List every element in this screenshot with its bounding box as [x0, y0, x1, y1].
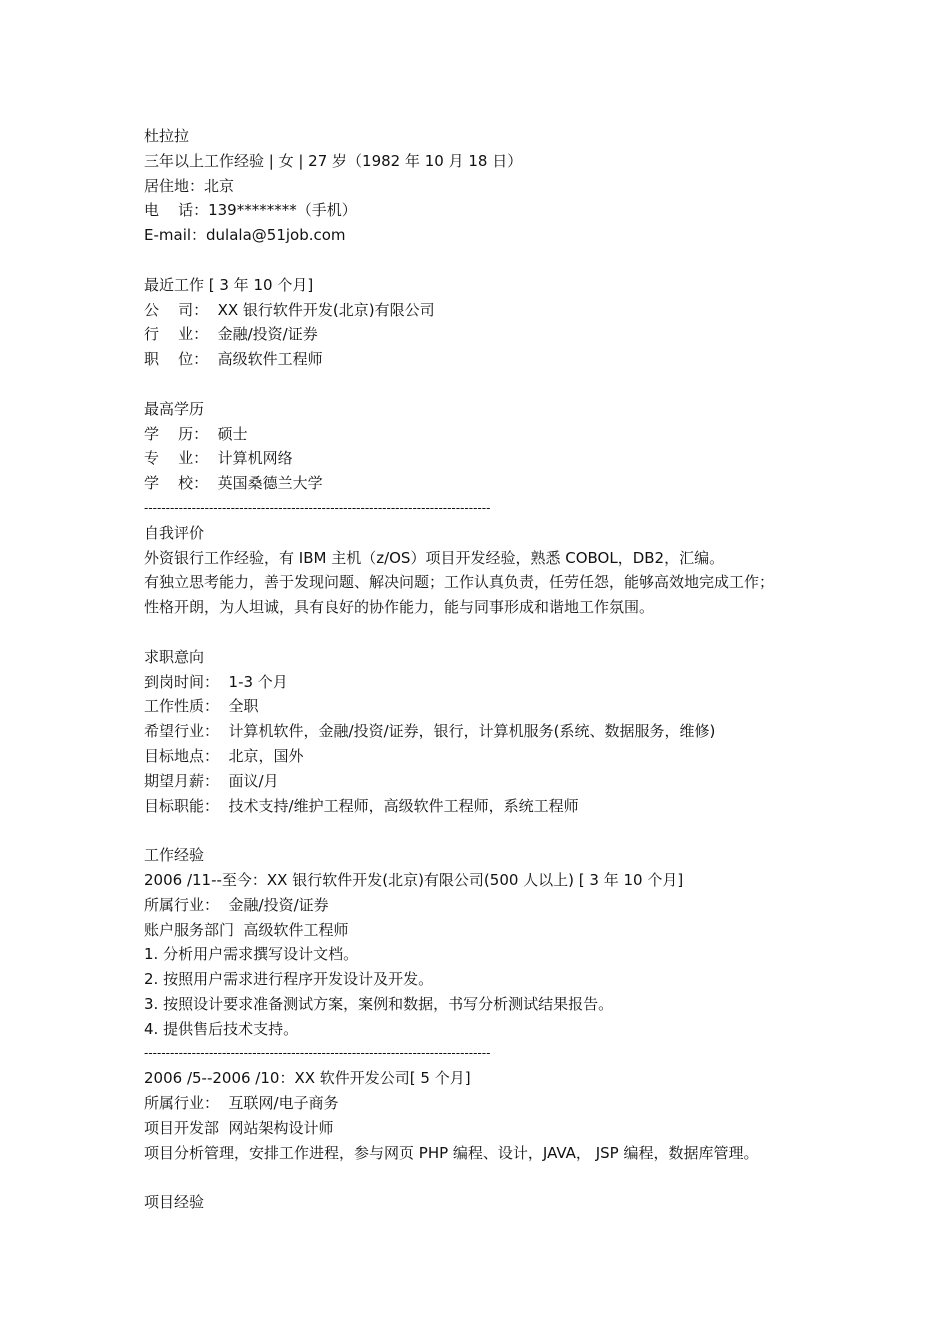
- work-experience-heading: 工作经验: [144, 846, 205, 865]
- education-degree: 学 历： 硕士: [144, 424, 248, 443]
- job-intention-item: 目标地点： 北京，国外: [144, 746, 304, 765]
- job1-industry: 所属行业： 金融/投资/证券: [144, 895, 329, 914]
- self-evaluation-line: 外资银行工作经验，有 IBM 主机（z/OS）项目开发经验，熟悉 COBOL，DB2，汇编。: [144, 548, 725, 567]
- job2-period: 2006 /5--2006 /10：XX 软件开发公司[ 5 个月]: [144, 1069, 471, 1088]
- education-major: 专 业： 计算机网络: [144, 449, 293, 468]
- resume-document: [144, 124, 844, 1215]
- job-intention-item: 目标职能： 技术支持/维护工程师，高级软件工程师，系统工程师: [144, 796, 579, 815]
- spacer: [144, 248, 844, 273]
- section-separator: --------------------------------------------------------------------------------: [144, 1046, 491, 1061]
- job1-duty: 3. 按照设计要求准备测试方案，案例和数据，书写分析测试结果报告。: [144, 994, 614, 1013]
- job-intention-item: 期望月薪： 面议/月: [144, 771, 279, 790]
- job1-department: 账户服务部门 高级软件工程师: [144, 920, 349, 939]
- job-intention-item: 希望行业： 计算机软件，金融/投资/证券，银行，计算机服务(系统、数据服务，维修): [144, 722, 716, 741]
- spacer: [144, 818, 844, 843]
- job-intention-item: 工作性质： 全职: [144, 697, 259, 716]
- self-evaluation-line: 有独立思考能力，善于发现问题、解决问题；工作认真负责，任劳任怨，能够高效地完成工作；: [144, 573, 775, 592]
- candidate-name: 杜拉拉: [144, 127, 190, 145]
- job1-period: 2006 /11--至今：XX 银行软件开发(北京)有限公司(500 人以上) [ 3 年 10 个月]: [144, 870, 684, 889]
- self-evaluation-line: 性格开朗，为人坦诚，具有良好的协作能力，能与同事形成和谐地工作氛围。: [144, 598, 655, 617]
- spacer: [144, 620, 844, 645]
- email: E-mail：dulala@51job.com: [144, 226, 346, 245]
- education-school: 学 校： 英国桑德兰大学: [144, 474, 323, 493]
- spacer: [144, 1165, 844, 1190]
- recent-work-industry: 行 业： 金融/投资/证券: [144, 325, 318, 344]
- job1-duty: 4. 提供售后技术支持。: [144, 1019, 299, 1038]
- section-separator: --------------------------------------------------------------------------------: [144, 500, 491, 515]
- recent-work-company: 公 司： XX 银行软件开发(北京)有限公司: [144, 300, 435, 319]
- recent-work-position: 职 位： 高级软件工程师: [144, 350, 323, 369]
- job2-department: 项目开发部 网站架构设计师: [144, 1118, 334, 1137]
- self-evaluation-heading: 自我评价: [144, 523, 205, 542]
- job1-duty: 1. 分析用户需求撰写设计文档。: [144, 945, 359, 964]
- education-heading: 最高学历: [144, 399, 205, 418]
- job-intention-heading: 求职意向: [144, 647, 205, 666]
- phone: 电 话：139********（手机）: [144, 201, 357, 220]
- projects-heading: 项目经验: [144, 1193, 205, 1212]
- candidate-summary: 三年以上工作经验 | 女 | 27 岁（1982 年 10 月 18 日）: [144, 151, 523, 170]
- residence: 居住地：北京: [144, 176, 235, 195]
- job2-industry: 所属行业： 互联网/电子商务: [144, 1094, 339, 1113]
- spacer: [144, 372, 844, 397]
- job1-duty: 2. 按照用户需求进行程序开发设计及开发。: [144, 970, 434, 989]
- job2-description: 项目分析管理，安排工作进程，参与网页 PHP 编程、设计，JAVA， JSP 编程，数据库管理。: [144, 1143, 759, 1162]
- recent-work-heading: 最近工作 [ 3 年 10 个月]: [144, 275, 314, 294]
- job-intention-item: 到岗时间： 1-3 个月: [144, 672, 288, 691]
